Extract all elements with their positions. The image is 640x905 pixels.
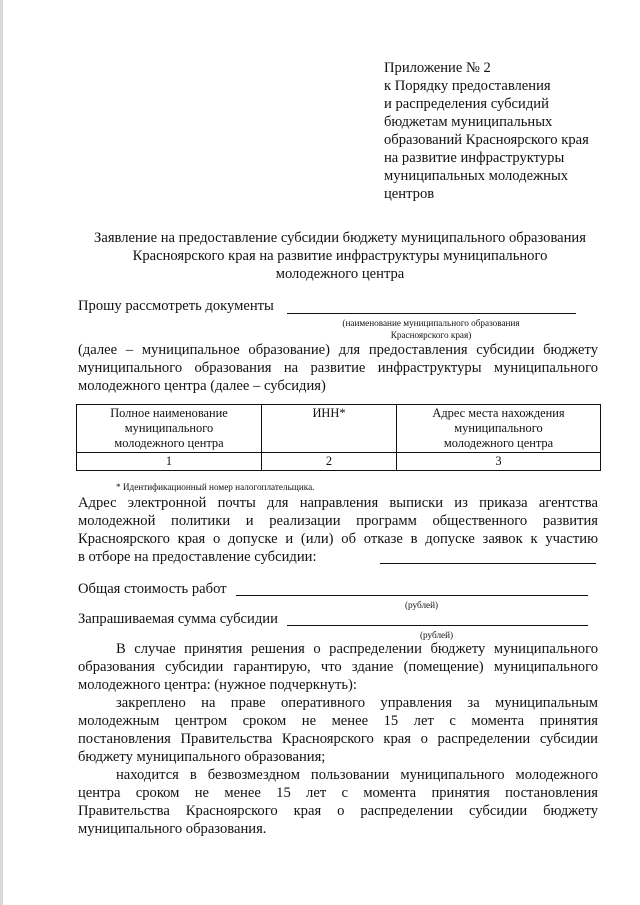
requested-sum-field[interactable] (287, 625, 588, 626)
option2-line: муниципального образования. (78, 821, 267, 837)
title-line: молодежного центра (275, 266, 405, 282)
municipality-hint: (наименование муниципального образования (342, 318, 520, 328)
request-label: Прошу рассмотреть документы (78, 298, 274, 314)
header-text: Адрес места нахождения (432, 406, 565, 420)
table-header-cell (77, 405, 262, 453)
table-header-cell (262, 405, 397, 453)
email-label: в отборе на предоставление субсидии: (78, 549, 317, 565)
email-para-line: молодежной политики и реализации программ общественного развития (78, 513, 598, 529)
header-text: Полное наименование (110, 406, 228, 420)
option1-line: постановления Правительства Красноярского края о распределении субсидии (78, 731, 598, 747)
municipality-hint: Красноярского края) (390, 330, 472, 340)
center-info-table (76, 404, 601, 471)
appendix-line: на развитие инфраструктуры (384, 150, 565, 166)
appendix-line: бюджетам муниципальных (384, 114, 553, 130)
option1-line: бюджету муниципального образования; (78, 749, 326, 765)
municipality-name-field[interactable] (287, 313, 576, 314)
email-para-line: Красноярского края о допуске и (или) об отказе в допуске заявок к участию (78, 531, 598, 547)
option2-line: Правительства Красноярского края о распределении субсидии бюджету (78, 803, 598, 819)
requested-sum-label: Запрашиваемая сумма субсидии (78, 611, 278, 627)
email-field[interactable] (380, 563, 596, 564)
scan-edge (0, 0, 3, 905)
table-cell: 1 (77, 453, 262, 471)
table-row (77, 453, 601, 471)
table-cell: 2 (262, 453, 397, 471)
request-para-line: муниципального образования на развитие инфраструктуры муниципального (78, 360, 598, 376)
total-cost-label: Общая стоимость работ (78, 581, 227, 597)
title-line: Заявление на предоставление субсидии бюджету муниципального образования (94, 230, 586, 246)
table-header-row (77, 405, 601, 453)
guarantee-line: образования субсидии гарантирую, что здание (помещение) муниципального (78, 659, 598, 675)
guarantee-line: В случае принятия решения о распределении бюджету муниципального (116, 641, 598, 657)
guarantee-line: молодежного центра: (нужное подчеркнуть): (78, 677, 357, 693)
option2-line: находится в безвозмездном пользовании муниципального молодежного (116, 767, 598, 783)
title-line: Красноярского края на развитие инфраструктуры муниципального (132, 248, 548, 264)
option1-line: молодежным центром сроком не менее 15 лет с момента принятия (78, 713, 598, 729)
table-cell: 3 (397, 453, 601, 471)
appendix-line: и распределения субсидий (384, 96, 549, 112)
header-text: ИНН* (312, 406, 346, 420)
requested-sum-unit: (рублей) (420, 630, 454, 640)
header-text: молодежного центра (114, 436, 224, 450)
header-text: муниципального (454, 421, 543, 435)
appendix-line: образований Красноярского края (384, 132, 589, 148)
request-para-line: молодежного центра (далее – субсидия) (78, 378, 326, 394)
appendix-line: Приложение № 2 (384, 60, 491, 76)
request-para-line: (далее – муниципальное образование) для предоставления субсидии бюджету (78, 342, 598, 358)
header-text: молодежного центра (443, 436, 554, 450)
total-cost-unit: (рублей) (405, 600, 439, 610)
appendix-line: муниципальных молодежных (384, 168, 569, 184)
option1-line: закреплено на праве оперативного управления за муниципальным (116, 695, 598, 711)
header-text: муниципального (124, 421, 214, 435)
total-cost-field[interactable] (236, 595, 588, 596)
option2-line: центра сроком не менее 15 лет с момента принятия постановления (78, 785, 598, 801)
appendix-line: центров (384, 186, 435, 202)
footnote: * Идентификационный номер налогоплательщика. (116, 482, 315, 492)
email-para-line: Адрес электронной почты для направления выписки из приказа агентства (78, 495, 598, 511)
table-header-cell (397, 405, 601, 453)
appendix-line: к Порядку предоставления (384, 78, 551, 94)
